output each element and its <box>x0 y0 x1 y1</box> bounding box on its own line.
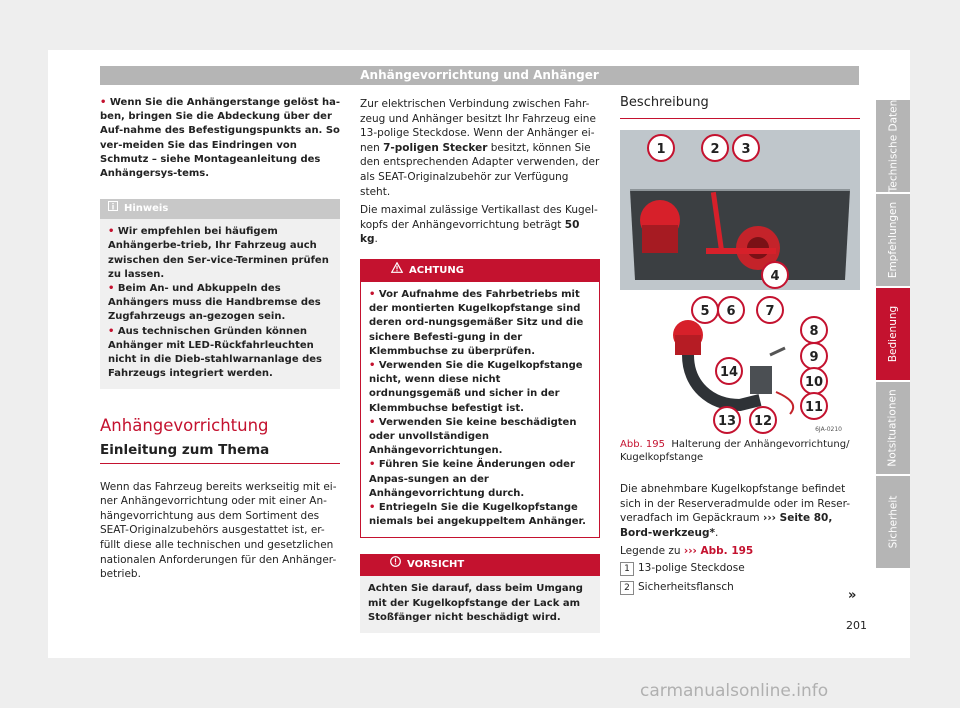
section-subheading: Einleitung zum Thema <box>100 442 270 459</box>
callout-13 <box>714 407 740 433</box>
vorsicht-text: Achten Sie darauf, dass beim Umgang mit der Kugelkopfstange der Lack am Stoßfänger nicht beschädigt wird. <box>368 583 583 623</box>
legend-text: 13-polige Steckdose <box>638 561 745 574</box>
hinweis-item: • Aus technischen Gründen können Anhänger mit LED-Rückfahrleuchten nicht in die Dieb-stahlwarnanlage des Fahrzeugs integriert werden. <box>108 325 332 382</box>
intro-bullet: • Wenn Sie die Anhängerstange gelöst ha-ben, bringen Sie die Abdeckung über der Auf-nahme des Befestigungspunkts an. So ver-meiden Sie das Eindringen von Schmutz – siehe Montageanleitung des Anhängersys-tems. <box>100 96 340 181</box>
hinweis-body <box>100 219 340 389</box>
figure-illustration <box>620 130 860 436</box>
text-run: Die maximal zulässige Vertikallast des Kugel-kopfs der Anhängevorrichtung beträgt <box>360 204 598 231</box>
achtung-item: • Führen Sie keine Änderungen oder Anpas-sungen an der Anhängevorrichtung durch. <box>369 458 591 501</box>
svg-text:12: 12 <box>753 414 773 429</box>
legend-text: Sicherheitsflansch <box>638 580 734 593</box>
text-run: . <box>714 526 719 539</box>
section-heading: Anhängevorrichtung <box>100 416 269 436</box>
figure-tow-hitch <box>620 130 860 436</box>
callout-4 <box>762 262 788 288</box>
tab-label: Sicherheit <box>887 495 900 549</box>
continued-marker: » <box>848 588 857 603</box>
text-run: Zur elektrischen Verbindung zwischen Fahr-zeug und Anhänger besitzt Ihr Fahrzeug eine 13-polige Steckdose. Wenn der Anhänger ei-nen <box>360 98 596 154</box>
tab-sicherheit[interactable] <box>876 476 910 568</box>
callout-14 <box>716 358 742 384</box>
legend-number: 1 <box>620 562 634 576</box>
tab-label: Empfehlungen <box>887 201 900 279</box>
vorsicht-body <box>360 576 600 633</box>
svg-text:7: 7 <box>765 304 775 319</box>
figure-caption <box>620 438 860 464</box>
side-tabs <box>876 100 910 570</box>
warning-triangle-icon <box>391 262 403 280</box>
paragraph-vertical-load <box>360 203 600 247</box>
hinweis-item: • Beim An- und Abkuppeln des Anhängers muss die Handbremse des Zugfahrzeugs an-gezogen sein. <box>108 282 332 325</box>
paragraph-storage <box>620 482 860 540</box>
svg-text:6: 6 <box>726 304 736 319</box>
svg-text:2: 2 <box>710 142 720 157</box>
text-run-bold: 7-poligen Stecker <box>383 141 488 154</box>
svg-text:14: 14 <box>719 365 739 380</box>
svg-text:11: 11 <box>804 400 824 415</box>
page-number: 201 <box>846 619 867 632</box>
svg-text:8: 8 <box>809 324 819 339</box>
callout-2 <box>702 135 728 161</box>
column-middle <box>360 97 600 633</box>
tab-label: Notsituationen <box>887 389 899 467</box>
caption-label: Abb. 195 <box>620 439 665 450</box>
svg-text:5: 5 <box>700 304 710 319</box>
text-run: Legende zu <box>620 545 684 558</box>
callout-3 <box>733 135 759 161</box>
info-icon <box>108 201 118 217</box>
column-right-body <box>620 482 860 597</box>
callout-9 <box>801 343 827 369</box>
callout-12 <box>750 407 776 433</box>
achtung-title: ACHTUNG <box>409 264 464 276</box>
vorsicht-box <box>360 554 600 633</box>
text-run-bold: 50 kg <box>360 218 580 246</box>
legend-item <box>620 559 860 578</box>
heading-divider <box>100 463 340 464</box>
column-left <box>100 96 340 582</box>
achtung-item: • Verwenden Sie die Kugelkopfstange nicht, wenn diese nicht ordnungsgemäß und sicher in der Klemmbuchse befestigt ist. <box>369 359 591 416</box>
callout-7 <box>757 297 783 323</box>
hinweis-box <box>100 199 340 389</box>
legend-number: 2 <box>620 581 634 595</box>
vorsicht-title: VORSICHT <box>407 559 465 571</box>
achtung-item: • Entriegeln Sie die Kugelkopfstange niemals bei angekuppeltem Anhänger. <box>369 501 591 529</box>
hinweis-item: • Wir empfehlen bei häufigem Anhängerbe-trieb, Ihr Fahrzeug auch zwischen den Ser-vice-Terminen prüfen zu lassen. <box>108 225 332 282</box>
svg-text:4: 4 <box>770 269 780 284</box>
tab-bedienung[interactable] <box>876 288 910 380</box>
page-header: Anhängevorrichtung und Anhänger <box>100 66 859 85</box>
svg-text:3: 3 <box>741 142 751 157</box>
page-link[interactable]: ››› Seite 80, Bord-werkzeug* <box>620 512 833 539</box>
hinweis-title: Hinweis <box>124 203 169 215</box>
column-right <box>620 96 860 119</box>
callout-8 <box>801 317 827 343</box>
tab-empfehlungen[interactable] <box>876 194 910 286</box>
achtung-body <box>361 282 599 537</box>
callout-6 <box>718 297 744 323</box>
tab-label: Technische Daten <box>887 99 900 193</box>
achtung-item: • Vor Aufnahme des Fahrbetriebs mit der montierten Kugelkopfstange sind deren ord-nungsgemäßer Sitz und die sichere Befesti-gung in der Klemmbuchse zu überprüfen. <box>369 288 591 359</box>
legend-intro <box>620 544 860 559</box>
svg-text:13: 13 <box>717 414 737 429</box>
tab-label: Bedienung <box>887 305 899 363</box>
text-run: . <box>374 233 378 246</box>
caution-circle-icon <box>390 556 401 574</box>
text-run: besitzt, können Sie den entsprechenden Adapter verwenden, der als SEAT-Originalzubehör zur Verfügung steht. <box>360 141 600 198</box>
section-title-beschreibung: Beschreibung <box>620 96 860 119</box>
figure-code: 6JA-0210 <box>815 426 842 433</box>
footer-watermark: carmanualsonline.info <box>640 681 829 701</box>
callout-1 <box>648 135 674 161</box>
svg-text:1: 1 <box>656 142 666 157</box>
figure-link[interactable]: ››› Abb. 195 <box>683 545 754 558</box>
intro-paragraph: Wenn das Fahrzeug bereits werkseitig mit ei-ner Anhängevorrichtung oder mit einer An-hängevorrichtung aus dem Sortiment des SEAT-Originalzubehörs ausgestattet ist, er-füllt diese alle technischen und gesetzlichen nationalen Anforderungen für den Anhänger-betrieb. <box>100 480 337 581</box>
callout-10 <box>801 368 827 394</box>
achtung-item: • Verwenden Sie keine beschädigten oder unvollständigen Anhängevorrichtungen. <box>369 416 591 459</box>
tab-notsituationen[interactable] <box>876 382 910 474</box>
achtung-header <box>361 260 599 282</box>
tab-technische-daten[interactable] <box>876 100 910 192</box>
legend-item <box>620 578 860 597</box>
achtung-box <box>360 259 600 538</box>
caption-text: Halterung der Anhängevorrichtung/ Kugelkopfstange <box>620 439 850 463</box>
svg-text:10: 10 <box>804 375 824 390</box>
callout-5 <box>692 297 718 323</box>
vorsicht-header <box>360 554 600 576</box>
paragraph-connection <box>360 97 600 199</box>
hinweis-header <box>100 199 340 219</box>
svg-text:9: 9 <box>809 350 819 365</box>
callout-11 <box>801 393 827 419</box>
text-run: Die abnehmbare Kugelkopfstange befindet sich in der Reserveradmulde oder im Reser-veradfach im Gepäckraum <box>620 483 851 525</box>
